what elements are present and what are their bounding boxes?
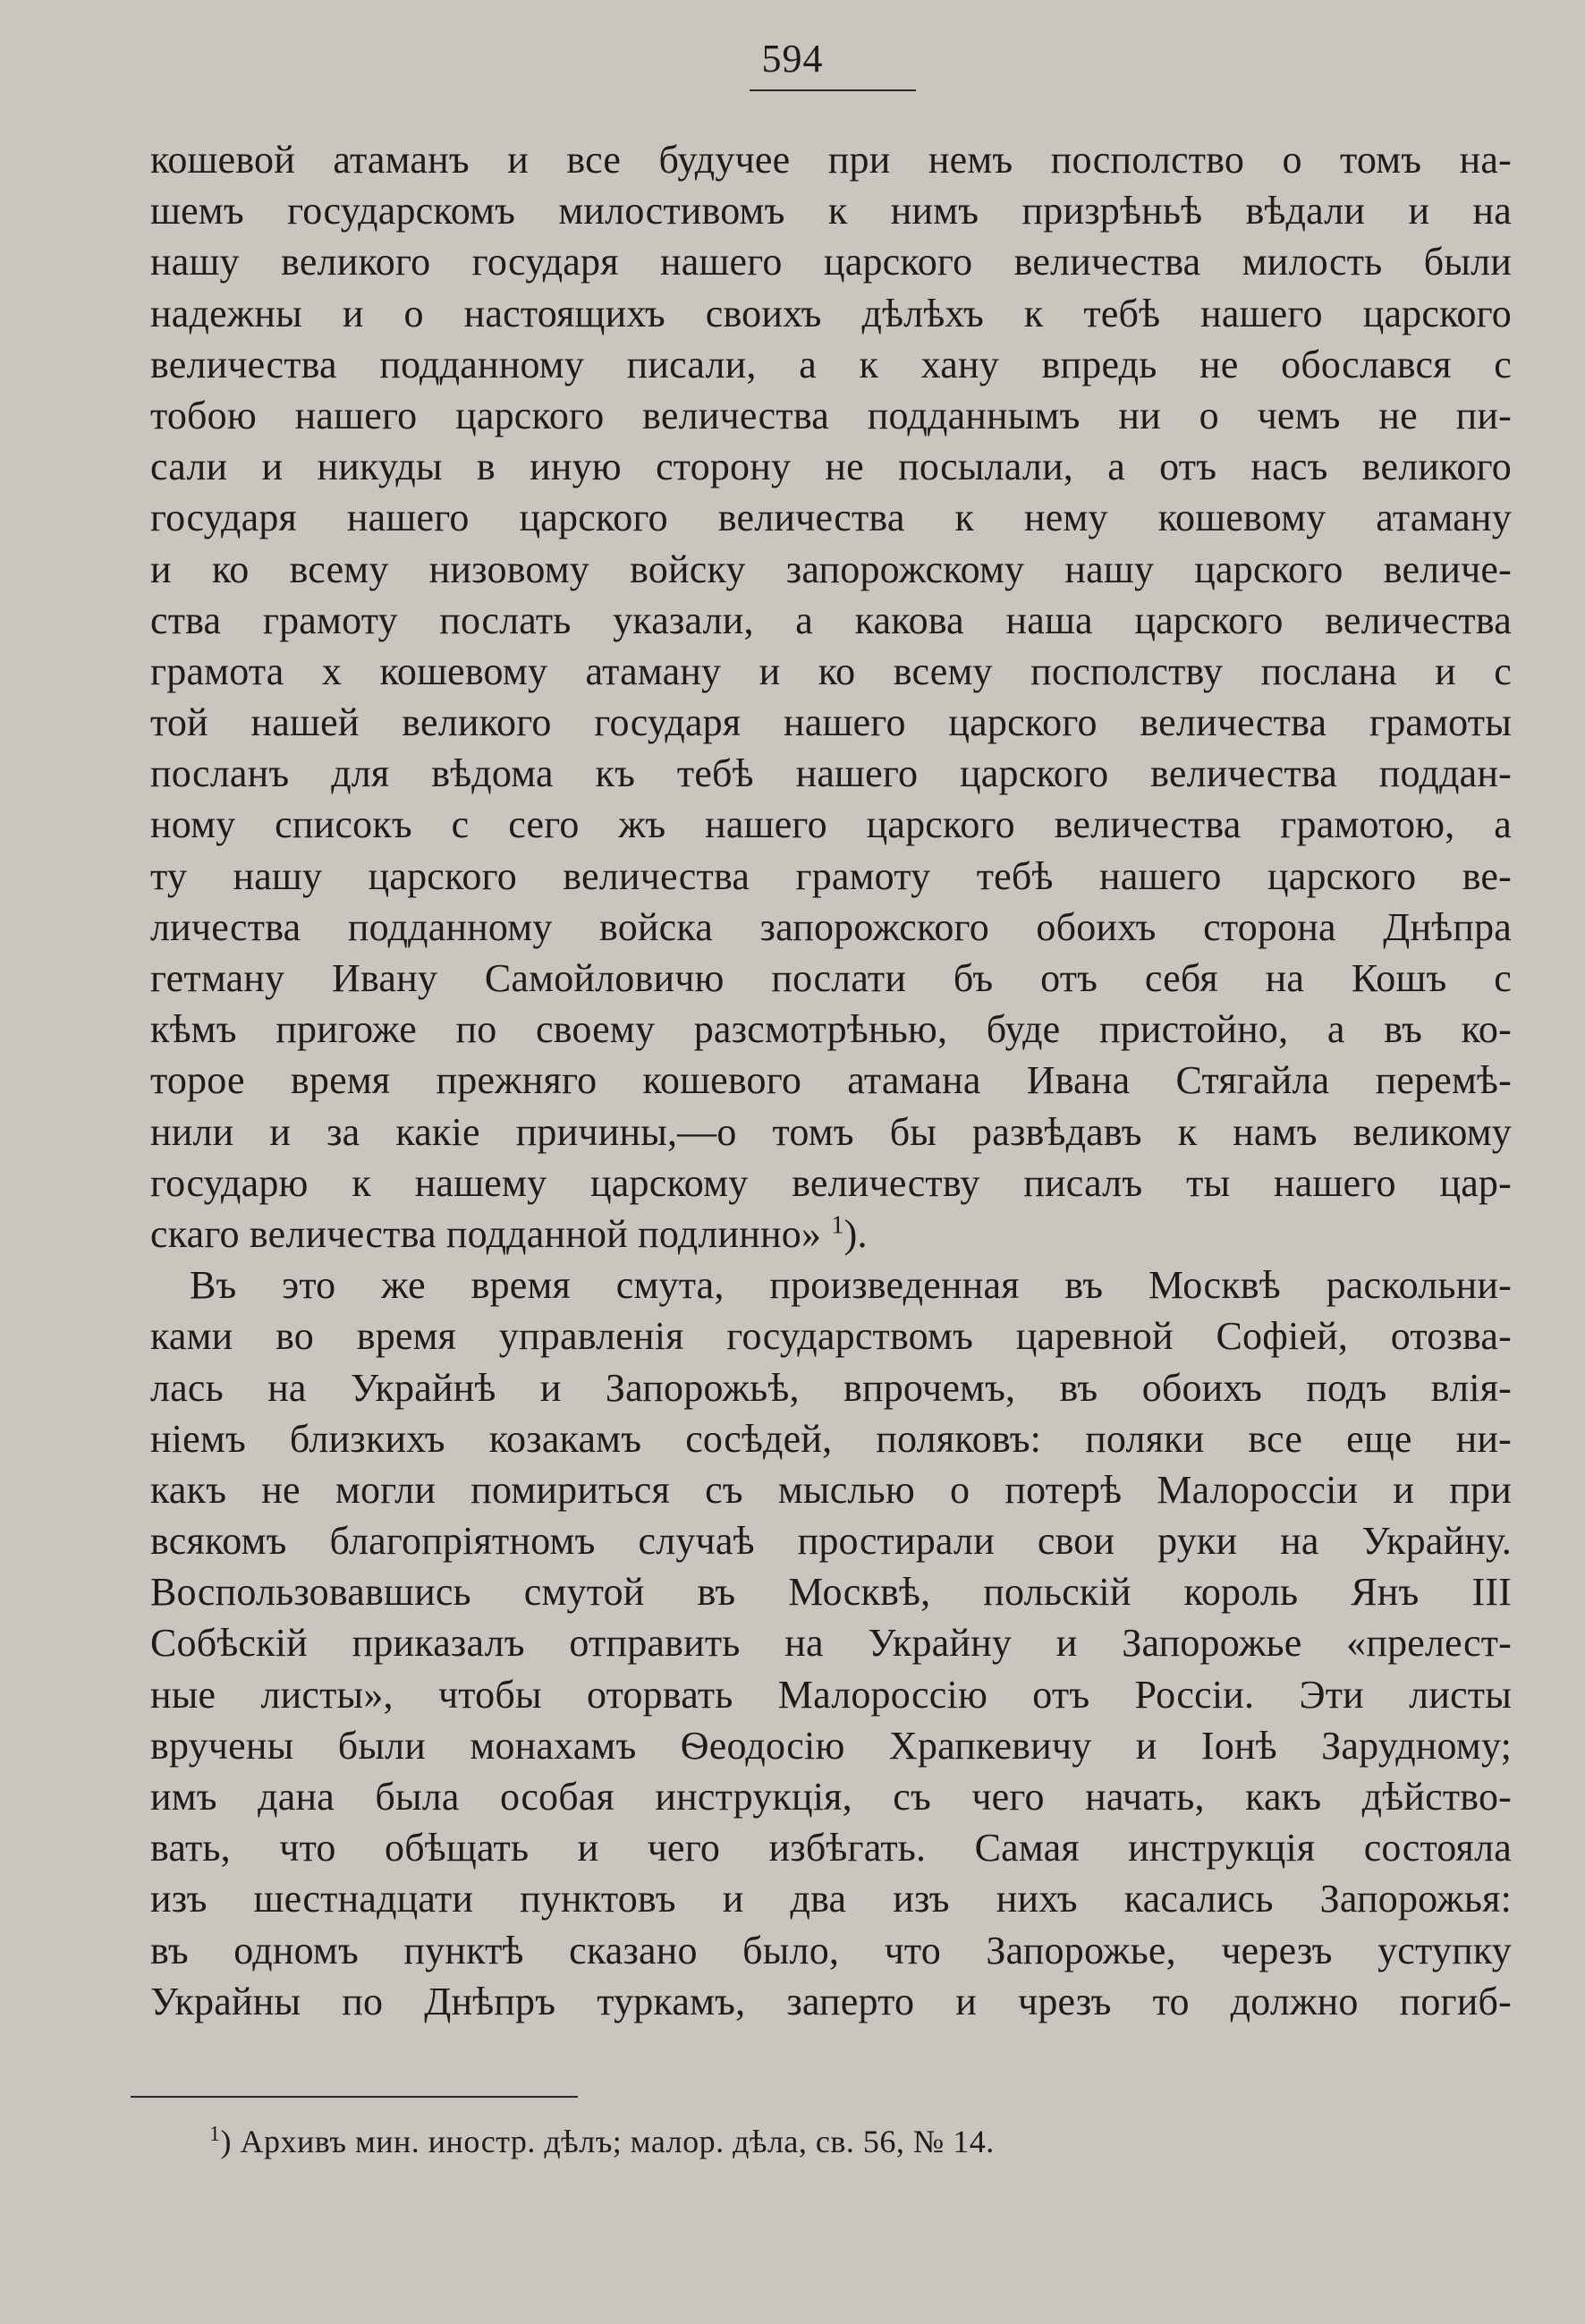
page-number-rule [750,89,916,91]
text-line: изъ шестнадцати пунктовъ и два изъ нихъ касались Запорожья: [150,1877,1512,1921]
text-line: ные листы», чтобы оторвать Малороссію отъ Россіи. Эти листы [150,1672,1512,1717]
footnote [209,2120,995,2163]
text-line: вручены были монахамъ Ѳеодосію Храпкевичу и Іонѣ Зарудному; [150,1723,1512,1768]
text-line: какъ не могли помириться съ мыслью о потерѣ Малороссіи и при [150,1467,1512,1512]
text-line: Украйны по Днѣпръ туркамъ, заперто и чрезъ то должно погиб- [150,1979,1512,2023]
text-line: той нашей великого государя нашего царского величества грамоты [150,700,1512,745]
text-line: торое время прежняго кошевого атамана Ивана Стягайла перемѣ- [150,1058,1512,1103]
text-line: въ одномъ пунктѣ сказано было, что Запорожье, черезъ уступку [150,1928,1512,1972]
text-line-content: скаго величества подданной подлинно» [150,1211,822,1256]
text-line: вать, что обѣщать и чего избѣгать. Самая инструкція состояла [150,1826,1512,1870]
text-line: сали и никуды в иную сторону не посылали, а отъ насъ великого [150,445,1512,489]
text-line: нашу великого государя нашего царского величества милость были [150,240,1512,284]
text-line [150,1209,1512,1260]
text-line: ства грамоту послать указали, а какова наша царского величества [150,598,1512,642]
text-line: государю к нашему царскому величеству писалъ ты нашего цар- [150,1160,1512,1205]
text-line: личества подданному войска запорожского обоихъ сторона Днѣпра [150,904,1512,949]
footnote-reference: 1 [831,1211,844,1240]
footnote-mark: 1 [209,2123,221,2146]
text-line: надежны и о настоящихъ своихъ дѣлѣхъ к тебѣ нашего царского [150,291,1512,335]
text-line: государя нашего царского величества к нему кошевому атаману [150,496,1512,540]
text-line: всякомъ благопріятномъ случаѣ простирали свои руки на Украйну. [150,1519,1512,1564]
text-line: тобою нашего царского величества подданнымъ ни о чемъ не пи- [150,393,1512,437]
footnote-rule [131,2096,578,2098]
footnote-reference-tail: ). [843,1211,868,1256]
text-line: нили и за какіе причины,—о томъ бы развѣдавъ к намъ великому [150,1109,1512,1154]
text-line: ніемъ близкихъ козакамъ сосѣдей, поляковъ: поляки все еще ни- [150,1416,1512,1461]
text-line: Воспользовавшись смутой въ Москвѣ, польскій король Янъ III [150,1570,1512,1615]
text-line: посланъ для вѣдома къ тебѣ нашего царского величества поддан- [150,751,1512,796]
text-line: и ко всему низовому войску запорожскому нашу царского величе- [150,547,1512,591]
text-line: грамота х кошевому атаману и ко всему посполству послана и с [150,649,1512,693]
text-line: ту нашу царского величества грамоту тебѣ нашего царского ве- [150,853,1512,898]
text-line: Собѣскій приказалъ отправить на Украйну и Запорожье «прелест- [150,1621,1512,1666]
text-line: величества подданному писали, а к хану впредь не обослався с [150,342,1512,386]
text-line: ному списокъ с сего жъ нашего царского величества грамотою, а [150,802,1512,847]
text-line: шемъ государскомъ милостивомъ к нимъ призрѣньѣ вѣдали и на [150,189,1512,233]
page-number: 594 [761,37,824,81]
text-line: ками во время управленія государствомъ царевной Софіей, отозва- [150,1314,1512,1359]
text-line: кѣмъ пригоже по своему разсмотрѣнью, буде пристойно, а въ ко- [150,1007,1512,1052]
text-line: имъ дана была особая инструкція, съ чего начать, какъ дѣйство- [150,1775,1512,1819]
text-line: лась на Украйнѣ и Запорожьѣ, впрочемъ, въ обоихъ подъ влія- [150,1365,1512,1410]
footnote-text: ) Архивъ мин. иностр. дѣлъ; малор. дѣла, св. 56, № 14. [220,2124,995,2159]
text-line: гетману Ивану Самойловичю послати бъ отъ себя на Кошъ с [150,956,1512,1000]
text-line: кошевой атаманъ и все будучее при немъ посполство о томъ на- [150,138,1512,182]
body-text [150,134,1512,2027]
text-line: Въ это же время смута, произведенная въ Москвѣ раскольни- [190,1263,1512,1308]
